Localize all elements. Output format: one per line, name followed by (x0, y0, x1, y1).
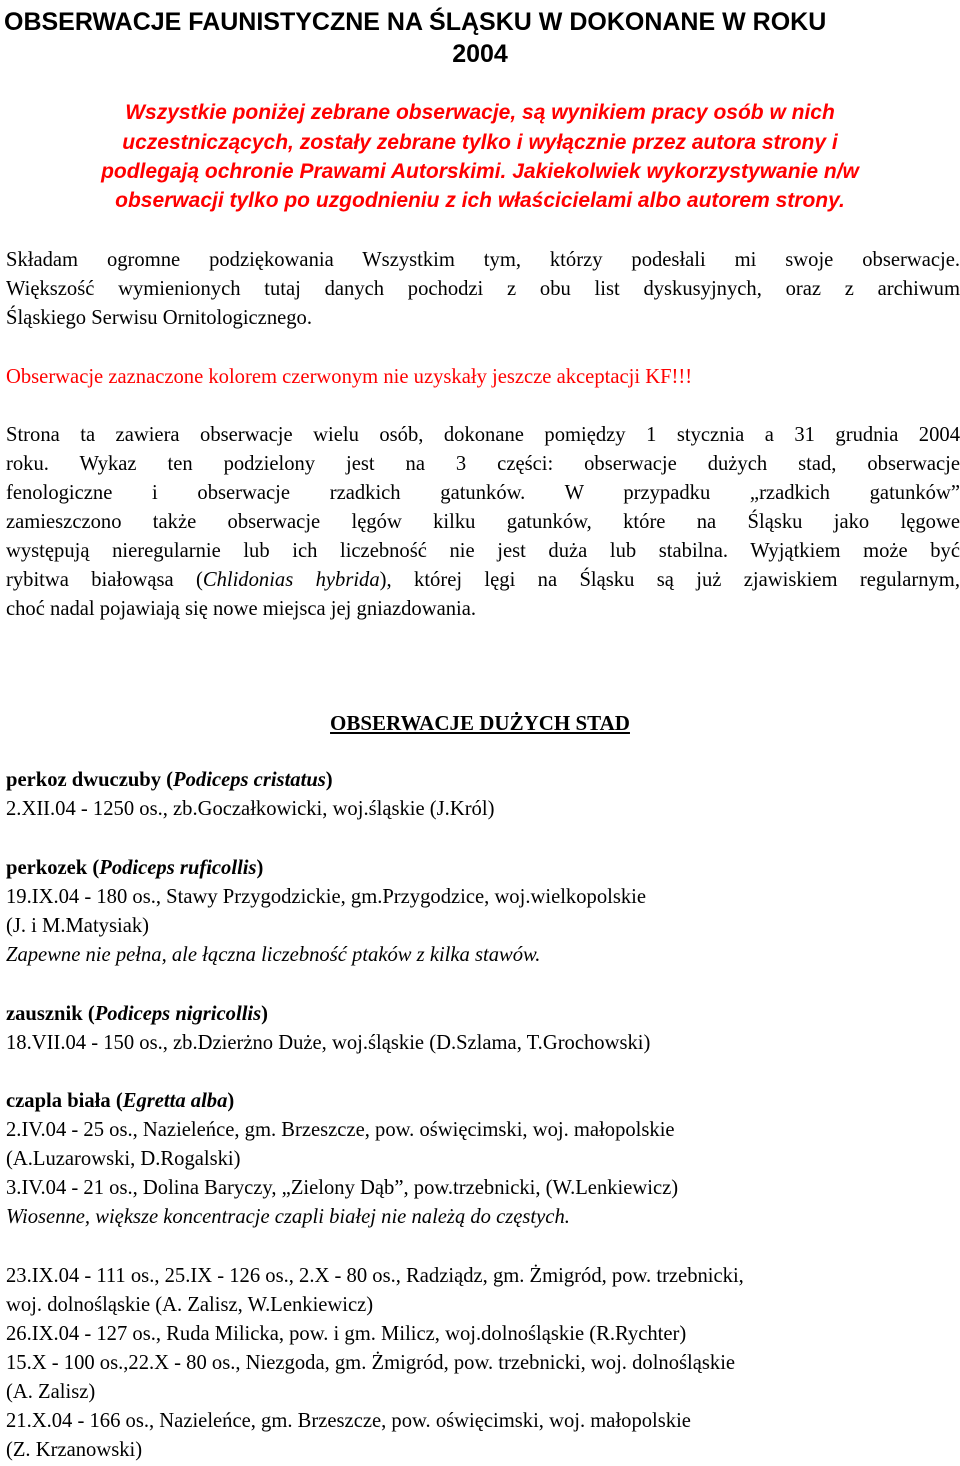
intro-paragraph-line: roku. Wykaz ten podzielony jest na 3 części: obserwacje dużych stad, obserwacje (6, 453, 960, 475)
species-heading: perkoz dwuczuby (Podiceps cristatus) (6, 769, 333, 791)
record-line: woj. dolnośląskie (A. Zalisz, W.Lenkiewicz) (6, 1294, 374, 1316)
record-line: (J. i M.Matysiak) (6, 915, 149, 937)
intro-paragraph-line: zamieszczono także obserwacje lęgów kilku gatunków, które na Śląsku jako lęgowe (6, 511, 960, 533)
record-line: 21.X.04 - 166 os., Nazieleńce, gm. Brzeszcze, pow. oświęcimski, woj. małopolskie (6, 1410, 691, 1432)
species-heading: zausznik (Podiceps nigricollis) (6, 1003, 269, 1025)
record-line: 19.IX.04 - 180 os., Stawy Przygodzickie, gm.Przygodzice, woj.wielkopolskie (6, 886, 647, 908)
copyright-notice-line: Wszystkie poniżej zebrane obserwacje, są wynikiem pracy osób w nich (125, 101, 835, 124)
copyright-notice-line: obserwacji tylko po uzgodnieniu z ich właścicielami albo autorem strony. (115, 189, 845, 212)
section-title: OBSERWACJE DUŻYCH STAD (330, 711, 630, 735)
record-line: (Z. Krzanowski) (6, 1439, 143, 1461)
species-heading: perkozek (Podiceps ruficollis) (6, 857, 264, 879)
copyright-notice-line: uczestniczących, zostały zebrane tylko i wyłącznie przez autora strony i (122, 131, 838, 154)
intro-paragraph-line: fenologiczne i obserwacje rzadkich gatunków. W przypadku „rzadkich gatunków” (6, 482, 960, 504)
record-line: 2.IV.04 - 25 os., Nazieleńce, gm. Brzeszcze, pow. oświęcimski, woj. małopolskie (6, 1119, 675, 1141)
record-line: (A.Luzarowski, D.Rogalski) (6, 1148, 241, 1170)
record-line: 18.VII.04 - 150 os., zb.Dzierżno Duże, woj.śląskie (D.Szlama, T.Grochowski) (6, 1032, 651, 1054)
record-note: Zapewne nie pełna, ale łączna liczebność ptaków z kilka stawów. (6, 944, 541, 966)
record-line: 26.IX.04 - 127 os., Ruda Milicka, pow. i gm. Milicz, woj.dolnośląskie (R.Rychter) (6, 1323, 687, 1345)
intro-paragraph-line: Strona ta zawiera obserwacje wielu osób, dokonane pomiędzy 1 stycznia a 31 grudnia 2004 (6, 424, 960, 446)
thanks-paragraph-line: Większość wymienionych tutaj danych pochodzi z obu list dyskusyjnych, oraz z archiwum (6, 278, 960, 300)
latin-name: Egretta alba (122, 1090, 228, 1112)
record-note: Wiosenne, większe koncentracje czapli białej nie należą do częstych. (6, 1206, 570, 1228)
latin-name: Chlidonias hybrida (202, 569, 380, 591)
document-title-line-1: OBSERWACJE FAUNISTYCZNE NA ŚLĄSKU W DOKONANE W ROKU (4, 8, 827, 36)
record-line: 23.IX.04 - 111 os., 25.IX - 126 os., 2.X - 80 os., Radziądz, gm. Żmigród, pow. trzebnicki, (6, 1265, 744, 1287)
latin-name: Podiceps ruficollis (99, 857, 257, 879)
record-line: 15.X - 100 os.,22.X - 80 os., Niezgoda, gm. Żmigród, pow. trzebnicki, woj. dolnośląskie (6, 1352, 736, 1374)
thanks-paragraph-line: Składam ogromne podziękowania Wszystkim tym, którzy podesłali mi swoje obserwacje. (6, 249, 960, 271)
latin-name: Podiceps nigricollis (94, 1003, 262, 1025)
latin-name: Podiceps cristatus (173, 769, 326, 791)
unaccepted-records-note: Obserwacje zaznaczone kolorem czerwonym nie uzyskały jeszcze akceptacji KF!!! (6, 366, 693, 388)
intro-paragraph-line: choć nadal pojawiają się nowe miejsca jej gniazdowania. (6, 598, 477, 620)
record-line: 3.IV.04 - 21 os., Dolina Baryczy, „Zielony Dąb”, pow.trzebnicki, (W.Lenkiewicz) (6, 1177, 679, 1199)
thanks-paragraph-line: Śląskiego Serwisu Ornitologicznego. (6, 307, 313, 329)
document-title-line-2: 2004 (452, 40, 508, 68)
species-heading: czapla biała (Egretta alba) (6, 1090, 235, 1112)
record-line: 2.XII.04 - 1250 os., zb.Goczałkowicki, woj.śląskie (J.Król) (6, 798, 495, 820)
intro-paragraph-line: rybitwa białowąsa (Chlidonias hybrida), której lęgi na Śląsku są już zjawiskiem regularnym, (6, 569, 960, 591)
intro-paragraph-line: występują nieregularnie lub ich liczebność nie jest duża lub stabilna. Wyjątkiem może być (6, 540, 960, 562)
copyright-notice-line: podlegają ochronie Prawami Autorskimi. Jakiekolwiek wykorzystywanie n/w (101, 160, 859, 183)
record-line: (A. Zalisz) (6, 1381, 96, 1403)
